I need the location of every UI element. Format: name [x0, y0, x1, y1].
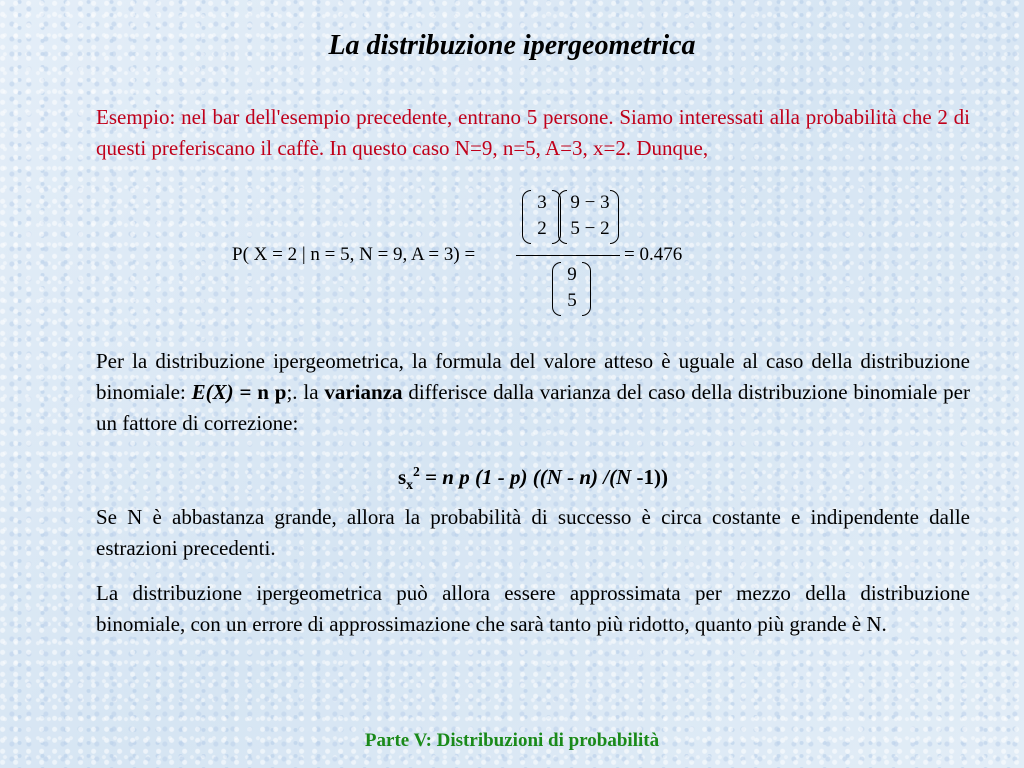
expected-value-expr: E(X) [191, 380, 234, 404]
binomial-9-5 [552, 262, 592, 314]
formula-lhs: P( X = 2 | n = 5, N = 9, A = 3) = [232, 244, 476, 265]
binom2-bottom: 5 − 2 [570, 218, 610, 239]
fraction-bar [516, 255, 620, 256]
expected-value-paragraph: Per la distribuzione ipergeometrica, la formula del valore atteso è uguale al caso della distribuzione binomiale: E(X) = n p;. la varianza differisce dalla varianza del caso della distribuzione binomiale per un fattore di correzione: [96, 349, 970, 435]
variance-formula: $s_x^2 = n$ p (1 - p) ((N - n) /(N -1)) [397, 464, 669, 493]
formula-result: = 0.476 [624, 244, 683, 265]
binom3-bottom: 5 [567, 290, 577, 311]
binomial-3-2 [522, 190, 562, 242]
binomial-6-3 [558, 190, 620, 242]
approximation-paragraph: La distribuzione ipergeometrica può allora essere approssimata per mezzo della distribuzione binomiale, con un errore di approssimazione che sarà tanto più ridotto, quanto più grande è N. [96, 581, 970, 636]
binom1-top: 3 [537, 192, 547, 213]
slide-title: La distribuzione ipergeometrica [328, 30, 696, 61]
large-n-paragraph: Se N è abbastanza grande, allora la probabilità di successo è circa costante e indipendente dalle estrazioni precedenti. [96, 505, 970, 560]
varianza-term: varianza [324, 380, 403, 404]
binom3-top: 9 [567, 264, 577, 285]
hypergeometric-formula [230, 188, 710, 328]
binom2-top: 9 − 3 [570, 192, 610, 213]
slide-footer: Parte V: Distribuzioni di probabilità [364, 730, 660, 751]
binom1-bottom: 2 [537, 218, 547, 239]
example-paragraph: Esempio: nel bar dell'esempio precedente, entrano 5 persone. Siamo interessati alla probabilità che 2 di questi preferiscano il caffè. In questo caso N=9, n=5, A=3, x=2. Dunque, [96, 105, 970, 160]
